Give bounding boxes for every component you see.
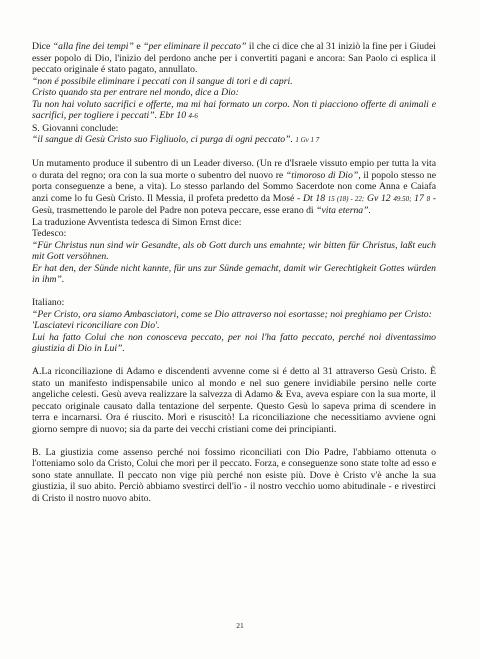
quote: “vita eterna”. [316, 205, 371, 216]
paragraph-1 [32, 41, 436, 76]
german-quote-2: Er hat den, der Sünde nicht kannte, für uns zur Sünde gemacht, damit wir Gerechtigkeit Gottes würden in ihm”. [32, 262, 436, 285]
verse-ref: Gv 12 [364, 192, 394, 204]
paragraph-b: B. La giustizia come assenso perché noi fossimo riconciliati con Dio Padre, l'abbiamo ottenuta o l'otteniamo solo da Cristo, Colui che morì per il peccato. Forza, e conseguenze sono state tolte ad esso e sono state annullate. Il peccato non vige più perché non esiste più. Dove è Cristo v'è anche la sua giustizia, il suo abito. Perciò abbiamo svestirci dell'io - il nostro vecchio uomo abitudinale - e rivestirci di Cristo il nostro nuovo abito. [32, 446, 436, 504]
german-quote-1: “Für Christus nun sind wir Gesandte, als ob Gott durch uns emahnte; wir bitten für Christus, laßt euch mit Gott versöhnen. [32, 239, 436, 262]
quote: “per eliminare il peccato” [143, 41, 247, 52]
verse-ref: Dt 18 [302, 192, 328, 204]
language-label: Tedesco: [32, 228, 67, 239]
verse-ref: 8 [426, 194, 431, 203]
quote: “alla fine dei tempi” [52, 41, 134, 52]
verse-ref: 4-6 [188, 112, 198, 120]
page-number: 21 [236, 621, 244, 630]
italian-quote-2: 'Lasciatevi riconciliare con Dio'. [32, 320, 160, 331]
text: e [133, 41, 144, 52]
paragraph-a: A.La riconciliazione di Adamo e discendenti avvenne come si é detto al 31 attraverso Gesù Cristo. È stato un manifesto indispensabile unico al mondo e nel suo genere invidiabile persino nelle corte angeliche celesti. Gesù aveva realizzare la salvezza di Adamo & Eva, aveva espiare con la sua morte, il peccato originale causato dalla tentazione del serpente. Questo Gesù lo sapeva prima di scendere in terra e incarnarsi. Ora é riuscito. Morì e risuscitò! La riconciliazione che necessitiamo avviene ogni giorno sempre di nuovo; sia da parte dei vecchi cristiani come dei principianti. [32, 366, 436, 435]
italian-quote-3: Lui ha fatto Colui che non conosceva peccato, per noi l'ha fatto peccato, perché noi diventassimo giustizia di Dio in Lui”. [32, 331, 436, 354]
verse-ref: 1 Gv 1 7 [295, 136, 320, 144]
text: Dice [32, 41, 53, 52]
quote: Tu non hai voluto sacrifici e offerte, ma mi hai formato un corpo. Non ti piacciono offerte di animali e sacrifici, per togliere i peccati”. Ebr 10 [32, 98, 436, 121]
italian-quote-1: “Per Cristo, ora siamo Ambasciatori, come se Dio attraverso noi esortasse; noi preghiamo per Cristo: [32, 308, 432, 320]
spacer [32, 355, 436, 367]
page-body [32, 41, 436, 504]
text-line: La traduzione Avventista tedesca di Simon Ernst dice: [32, 216, 242, 228]
spacer [32, 147, 436, 159]
verse-ref: 15 (18) - 22; [327, 194, 365, 203]
text: , il popolo stesso ne porta conseguenze a bene, a vita). Lo stesso parlando del Sommo Sacerdote non come Anna e Caiafa anzi come lo fu Gesù Cristo. Il Messia, il profeta predetto da Mosé - [32, 169, 436, 204]
verse-ref: 17 [411, 192, 427, 204]
text: il che ci dice che al 31 iniziò la fine per i Giudei esser popolo di Dio, l'inizio del perdono anche per i convertiti pagani e ancora: San Paolo ci esplica il peccato originale é stato pagato, annullato. [32, 41, 436, 75]
quote: “il sangue di Gesù Cristo suo Figliuolo, ci purga di ogni peccato”. [32, 134, 296, 145]
spacer [32, 435, 436, 447]
spacer [32, 286, 436, 298]
verse-ref: 49.50; [393, 194, 412, 203]
paragraph-2: S. Giovanni conclude: [32, 122, 119, 134]
text: - Gesù, trasmettendo le parole del Padre non poteva peccare, esse erano di [32, 192, 437, 216]
paragraph-3 [32, 158, 436, 217]
text: Un mutamento produce il subentro di un Leader diverso. (Un re d'Israele vissuto empio per tutta la vita o durata del regno; ora con la sua morte o subentro del nuovo re [32, 158, 436, 181]
quote-line: “non é possibile eliminare i peccati con il sangue di tori e di capri. [32, 75, 293, 87]
quote: “timoroso di Dio” [285, 169, 359, 181]
quote-line [32, 134, 436, 147]
quote-line [32, 99, 436, 123]
quote-line: Cristo quando sta per entrare nel mondo, dice a Dio: [32, 87, 239, 98]
language-label: Italiano: [32, 297, 65, 308]
